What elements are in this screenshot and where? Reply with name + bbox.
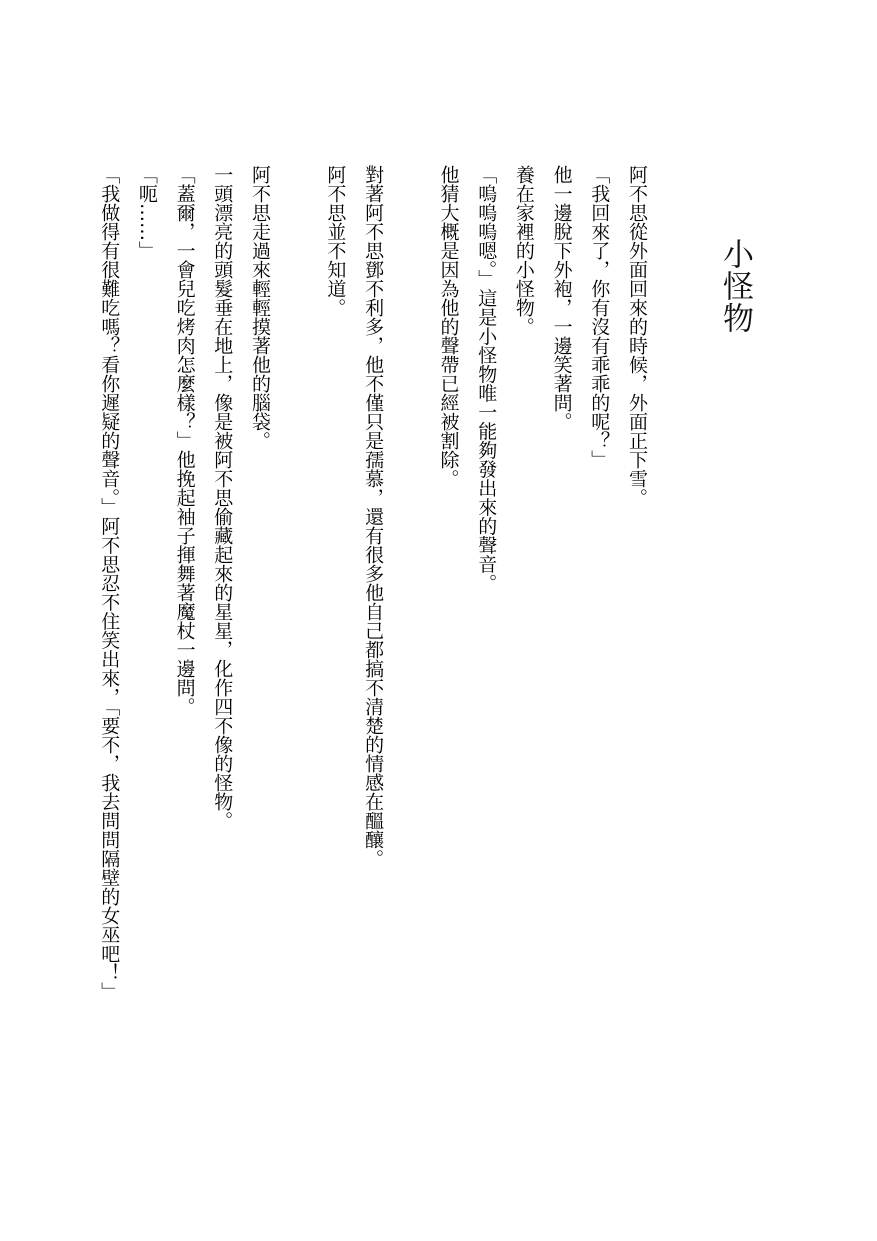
text-line: 「蓋爾，一會兒吃烤肉怎麼樣？」他挽起袖子揮舞著魔杖一邊問。 <box>173 165 196 716</box>
text-line: 阿不思並不知道。 <box>324 165 347 317</box>
text-line: 對著阿不思鄧不利多，他不僅只是孺慕，還有很多他自己都搞不清楚的情感在醞釀。 <box>362 165 385 868</box>
text-line: 「我回來了，你有沒有乖乖的呢？」 <box>588 165 611 469</box>
text-line: 一頭漂亮的頭髮垂在地上，像是被阿不思偷藏起來的星星，化作四不像的怪物。 <box>211 165 234 830</box>
text-line: 阿不思從外面回來的時候，外面正下雪。 <box>626 165 648 507</box>
text-line: 「呃……」 <box>135 165 158 260</box>
text-line: 「嗚嗚嗚嗯。」這是小怪物唯一能夠發出來的聲音。 <box>475 165 498 593</box>
paragraph-break <box>278 165 316 1165</box>
text-line: 「我做得有很難吃嗎？看你遲疑的聲音。」阿不思忍不住笑出來，「要不，我去問問隔壁的女巫吧！」 <box>98 165 121 1001</box>
chapter-title: 小怪物 <box>717 238 753 334</box>
text-line: 他一邊脫下外袍，一邊笑著問。 <box>550 165 573 431</box>
story-text <box>89 165 655 1165</box>
paragraph-break <box>391 165 429 1165</box>
text-line: 養在家裡的小怪物。 <box>512 165 535 336</box>
text-line: 阿不思走過來輕輕摸著他的腦袋。 <box>249 165 271 450</box>
text-line: 他猜大概是因為他的聲帶已經被割除。 <box>437 165 460 488</box>
